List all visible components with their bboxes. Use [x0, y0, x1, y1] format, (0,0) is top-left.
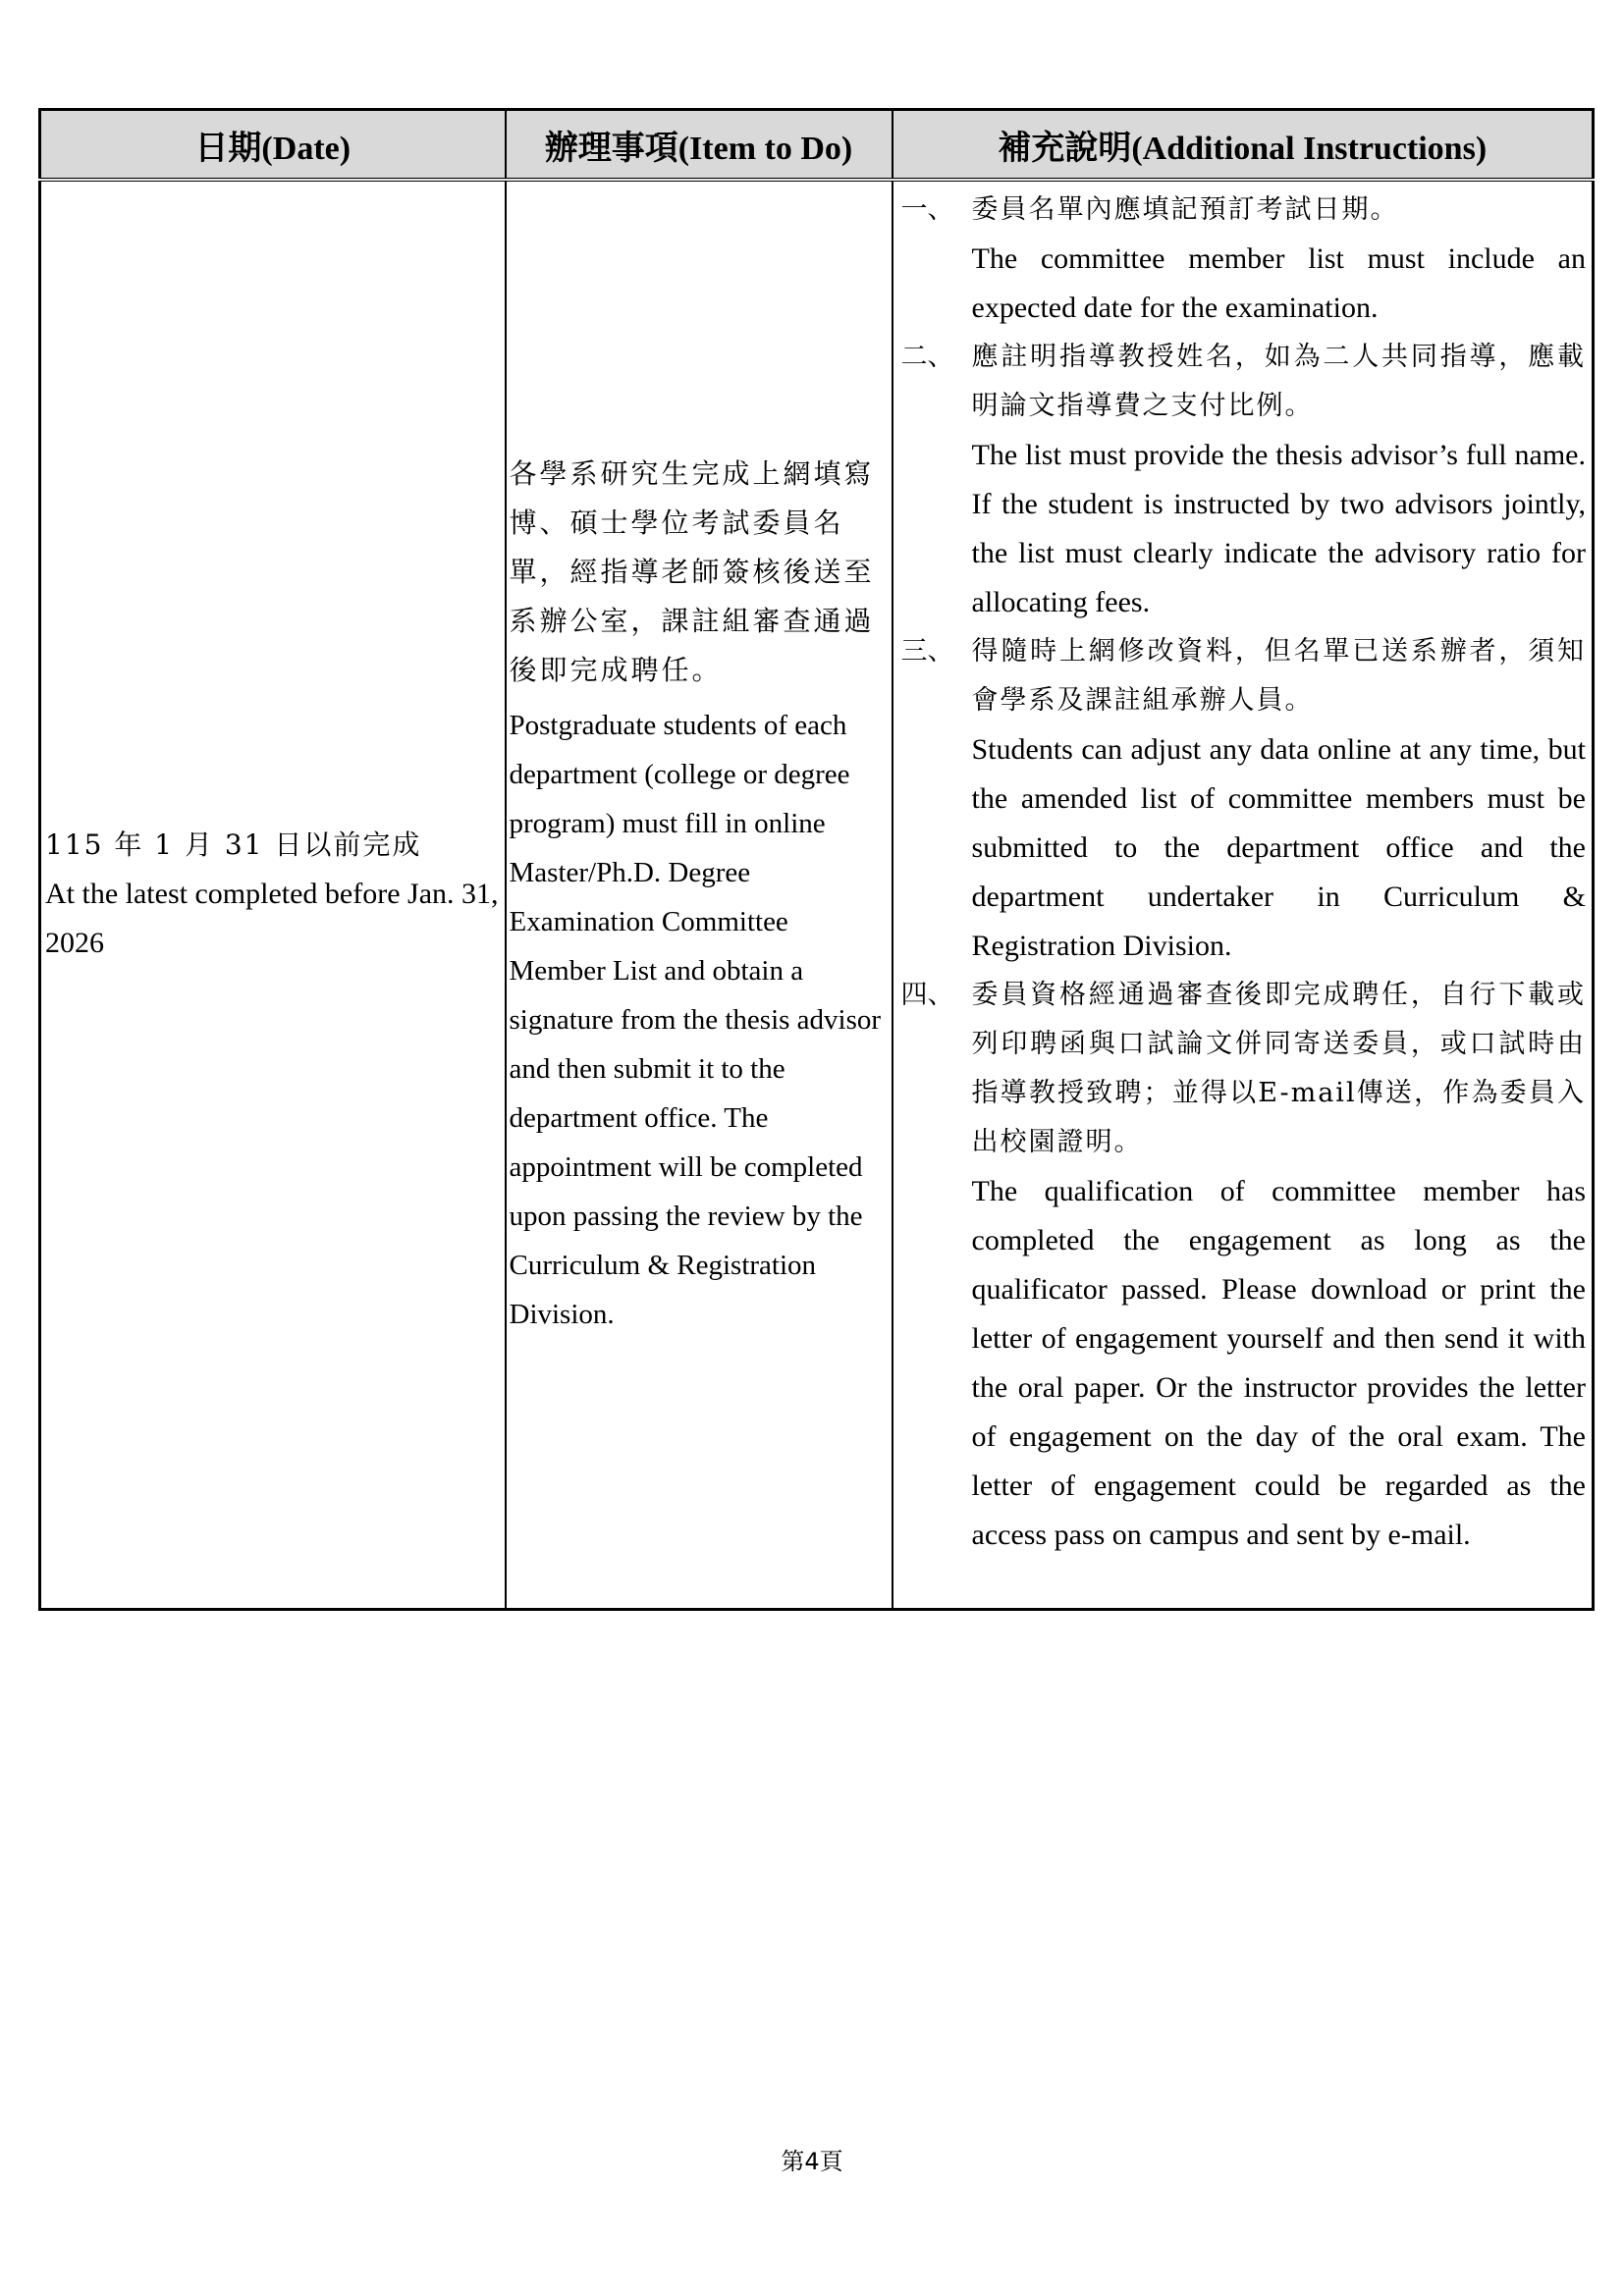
note-en: Students can adjust any data online at any time, but the amended list of committee members must be submitted to the department office and the department undertaker in Curriculum & Registration Division. [971, 733, 1586, 962]
schedule-table [38, 108, 1595, 1611]
item-en: Postgraduate students of each department (college or degree program) must fill in online Master/Ph.D. Degree Examination Committee Member List and obtain a signature from the thesis advisor and then submit it to the department office. The appointment will be completed upon passing the review by the Curriculum & Registration Division. [509, 710, 882, 1331]
note-item-3 [901, 627, 1587, 971]
date-zh: 115 年 1 月 31 日以前完成 [45, 828, 422, 862]
date-cell [40, 180, 506, 1609]
note-zh: 委員名單內應填記預訂考試日期。 [971, 194, 1399, 225]
note-number: 一、 [900, 194, 954, 225]
note-item-2 [901, 333, 1587, 627]
note-number: 二、 [900, 342, 954, 372]
header-item: 辦理事項(Item to Do) [506, 110, 893, 181]
header-date: 日期(Date) [40, 110, 506, 181]
item-zh: 各學系研究生完成上網填寫博、碩士學位考試委員名單，經指導老師簽核後送至系辦公室，課註組審查通過後即完成聘任。 [509, 457, 875, 687]
note-number: 四、 [900, 980, 954, 1010]
note-zh: 得隨時上網修改資料，但名單已送系辦者，須知會學系及課註組承辦人員。 [971, 636, 1586, 716]
note-en: The committee member list must include an expected date for the examination. [971, 242, 1586, 324]
note-zh: 應註明指導教授姓名，如為二人共同指導，應載明論文指導費之支付比例。 [971, 342, 1586, 421]
table-row [40, 180, 1594, 1609]
note-item-4 [901, 971, 1587, 1560]
date-en: At the latest completed before Jan. 31, 2026 [45, 878, 499, 960]
note-en: The list must provide the thesis advisor’s full name. If the student is instructed by two advisors jointly, the list must clearly indicate the advisory ratio for allocating fees. [971, 439, 1586, 618]
table-header-row [40, 110, 1594, 181]
note-zh: 委員資格經通過審查後即完成聘任，自行下載或列印聘函與口試論文併同寄送委員，或口試時由指導教授致聘；並得以E-mail傳送，作為委員入出校園證明。 [971, 980, 1586, 1157]
item-cell [506, 180, 893, 1609]
notes-cell [893, 180, 1594, 1609]
note-item-1 [901, 186, 1587, 333]
note-number: 三、 [900, 636, 954, 667]
header-notes: 補充說明(Additional Instructions) [893, 110, 1594, 181]
note-en: The qualification of committee member has completed the engagement as long as the qualificator passed. Please download or print the letter of engagement yourself and then send it with the oral paper. Or the instructor provides the letter of engagement on the day of the oral exam. The letter of engagement could be regarded as the access pass on campus and sent by e-mail. [971, 1175, 1586, 1551]
page-number: 第4頁 [781, 2148, 843, 2175]
